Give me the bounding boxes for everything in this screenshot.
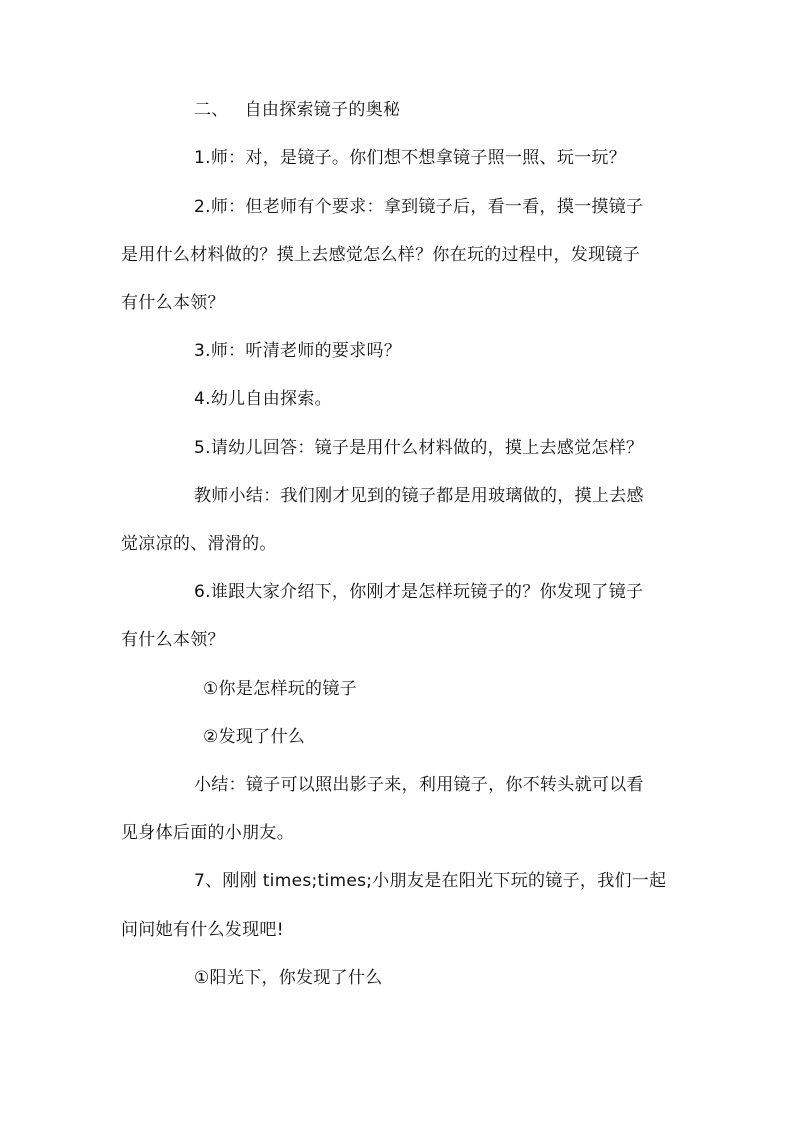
- sub-item-2: ②发现了什么: [203, 727, 306, 747]
- paragraph-4: 4.幼儿自由探索。: [194, 389, 332, 409]
- paragraph-5: 5.请幼儿回答：镜子是用什么材料做的，摸上去感觉怎样？: [194, 438, 644, 458]
- teacher-summary-line-2: 觉凉凉的、滑滑的。: [121, 534, 277, 554]
- paragraph-2-line-3: 有什么本领？: [121, 293, 225, 313]
- paragraph-1: 1.师：对，是镜子。你们想不想拿镜子照一照、玩一玩？: [194, 148, 627, 168]
- paragraph-6-line-2: 有什么本领？: [121, 630, 225, 650]
- paragraph-7-line-1: 7、刚刚 times;times;小朋友是在阳光下玩的镜子，我们一起: [194, 871, 667, 891]
- paragraph-6-line-1: 6.谁跟大家介绍下，你刚才是怎样玩镜子的？你发现了镜子: [194, 582, 644, 602]
- section-heading-title: 自由探索镜子的奥秘: [244, 100, 401, 120]
- sub-item-3: ①阳光下，你发现了什么: [194, 968, 383, 988]
- paragraph-7-line-2: 问问她有什么发现吧!: [121, 920, 284, 940]
- paragraph-3: 3.师：听清老师的要求吗？: [194, 341, 402, 361]
- sub-item-1: ①你是怎样玩的镜子: [203, 679, 357, 699]
- paragraph-2-line-1: 2.师：但老师有个要求：拿到镜子后，看一看，摸一摸镜子: [194, 197, 644, 217]
- summary-line-1: 小结：镜子可以照出影子来，利用镜子，你不转头就可以看: [194, 775, 644, 795]
- section-heading: [194, 98, 400, 122]
- paragraph-2-line-2: 是用什么材料做的？摸上去感觉怎么样？你在玩的过程中，发现镜子: [121, 245, 640, 265]
- teacher-summary-line-1: 教师小结：我们刚才见到的镜子都是用玻璃做的，摸上去感: [194, 486, 644, 506]
- summary-line-2: 见身体后面的小朋友。: [121, 823, 294, 843]
- section-heading-number: 二、: [194, 100, 229, 120]
